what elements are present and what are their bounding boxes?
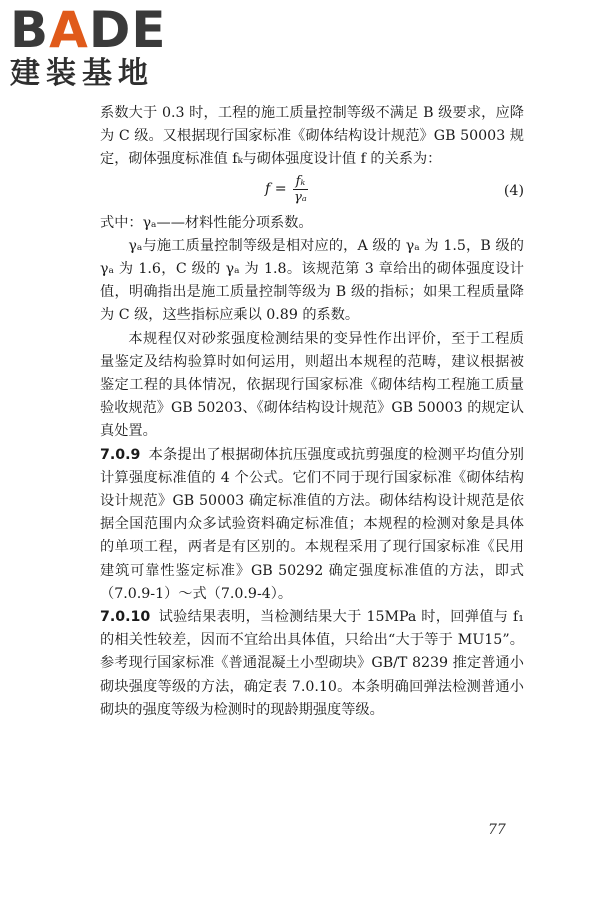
formula-denominator: γₐ: [294, 189, 307, 205]
document-body: [100, 102, 524, 722]
equation-number: (4): [503, 182, 524, 199]
clause-number: 7.0.9: [100, 446, 141, 463]
clause-7-0-10: [100, 606, 524, 722]
logo-subtitle: 建装基地: [10, 56, 154, 91]
paragraph-gamma: γₐ与施工质量控制等级是相对应的，A 级的 γₐ 为 1.5，B 级的 γₐ 为 1.6，C 级的 γₐ 为 1.8。该规范第 3 章给出的砌体强度设计值，明确指出是施工质量控制等级为 B 级的指标；如果工程质量降为 C 级，这些指标应乘以 0.89 的系数。: [100, 237, 524, 324]
equation-4: [100, 172, 524, 212]
clause-text: 试验结果表明，当检测结果大于 15MPa 时，回弹值与 f₁ 的相关性较差，因而不宜给出具体值，只给出“大于等于 MU15”。参考现行国家标准《普通混凝土小型砌块》GB/T 8239 推定普通小砌块强度等级的方法，确定表 7.0.10。本条明确回弹法检测普通小砌块的强度等级为检测时的现龄期强度等级。: [100, 609, 524, 718]
paragraph-intro: 系数大于 0.3 时，工程的施工质量控制等级不满足 B 级要求，应降为 C 级。又根据现行国家标准《砌体结构设计规范》GB 50003 规定，砌体强度标准值 fₖ与砌体强度设计值 f 的关系为：: [100, 105, 524, 168]
bade-logo: [10, 1, 180, 92]
clause-7-0-9: [100, 444, 524, 606]
clause-number: 7.0.10: [100, 609, 151, 626]
formula-numerator: fₖ: [293, 174, 309, 190]
page-number: 77: [488, 822, 506, 838]
paragraph-evaluation: 本规程仅对砂浆强度检测结果的变异性作出评价，至于工程质量鉴定及结构验算时如何运用，则超出本规程的范畴，建议根据被鉴定工程的具体情况，依据现行国家标准《砌体结构工程施工质量验收规范》GB 50203、《砌体结构设计规范》GB 50003 的规定认真处置。: [100, 330, 524, 440]
clause-text: 本条提出了根据砌体抗压强度或抗剪强度的检测平均值分别计算强度标准值的 4 个公式。它们不同于现行国家标准《砌体结构设计规范》GB 50003 确定标准值的方法。砌体结构设计规范是依据全国范围内众多试验资料确定标准值；本规程的检测对象是具体的单项工程，两者是有区别的。本规程采用了现行国家标准《民用建筑可靠性鉴定标准》GB 50292 确定强度标准值的方法，即式（7.0.9-1）～式（7.0.9-4）。: [100, 446, 524, 602]
logo-wordmark: BADE: [10, 1, 167, 59]
formula-fraction: [293, 174, 309, 205]
paragraph-where: 式中：γₐ——材料性能分项系数。: [100, 214, 313, 231]
formula-lhs: f =: [265, 180, 287, 197]
